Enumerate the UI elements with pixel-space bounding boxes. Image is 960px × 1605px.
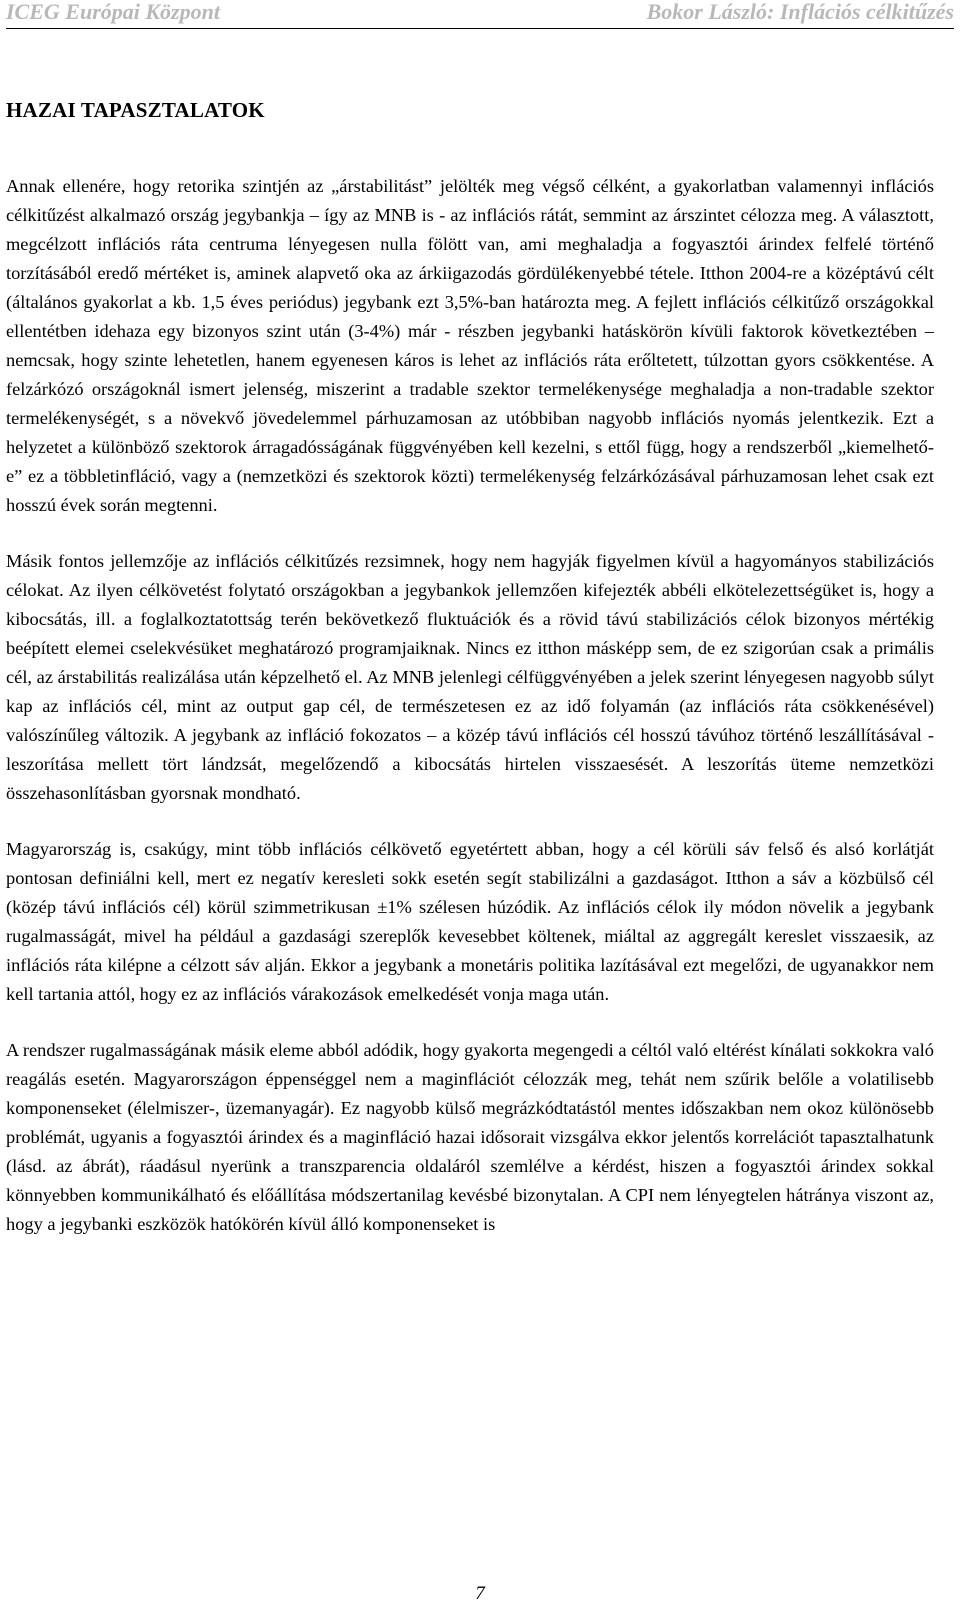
header-author-title: Bokor László: Inflációs célkitűzés bbox=[646, 0, 954, 24]
page-number: 7 bbox=[475, 1583, 485, 1604]
paragraph-1: Annak ellenére, hogy retorika szintjén az „árstabilitást” jelölték meg végső célként, a gyakorlatban valamennyi inflációs célkitűzést alkalmazó ország jegybankja – így az MNB is - az inflációs rátát, semmint az árszintet célozza meg. A választott, megcélzott inflációs ráta centruma lényegesen nulla fölött van, ami meghaladja a fogyasztói árindex felfelé történő torzításából eredő mértéket is, aminek alapvető oka az árkiigazodás gördülékenyebbé tétele. Itthon 2004-re a középtávú célt (általános gyakorlat a kb. 1,5 éves periódus) jegybank ezt 3,5%-ban határozta meg. A fejlett inflációs célkitűző országokkal ellentétben idehaza egy bizonyos szint után (3-4%) már - részben jegybanki hatáskörön kívüli faktorok következtében – nemcsak, hogy szinte lehetetlen, hanem egyenesen káros is lehet az inflációs ráta erőltetett, túlzottan gyors csökkentése. A felzárkózó országoknál ismert jelenség, miszerint a tradable szektor termelékenysége meghaladja a non-tradable szektor termelékenységét, s a növekvő jövedelemmel párhuzamosan az utóbbiban nagyobb inflációs nyomás jelentkezik. Ezt a helyzetet a különböző szektorok árragadósságának függvényében kell kezelni, s ettől függ, hogy a rendszerből „kiemelhető-e” ez a többletinfláció, vagy a (nemzetközi és szektorok közti) termelékenység felzárkózásával párhuzamosan lehet csak ezt hosszú évek során megtenni. bbox=[6, 176, 934, 515]
paragraph-4: A rendszer rugalmasságának másik eleme abból adódik, hogy gyakorta megengedi a céltól való eltérést kínálati sokkokra való reagálás esetén. Magyarországon éppenséggel nem a maginflációt célozzák meg, tehát nem szűrik belőle a volatilisebb komponenseket (élelmiszer-, üzemanyagár). Ez nagyobb külső megrázkódtatástól mentes időszakban nem okoz különösebb problémát, ugyanis a fogyasztói árindex és a maginfláció hazai idősorait vizsgálva ekkor jelentős korrelációt tapasztalhatunk (lásd. az ábrát), ráadásul nyerünk a transzparencia oldaláról szemlélve a kérdést, hiszen a fogyasztói árindex sokkal könnyebben kommunikálható és előállítása módszertanilag kevésbé bizonytalan. A CPI nem lényegtelen hátránya viszont az, hogy a jegybanki eszközök hatókörén kívül álló komponenseket is bbox=[6, 1040, 934, 1234]
page-header bbox=[6, 0, 954, 29]
header-organization: ICEG Európai Központ bbox=[6, 0, 220, 24]
section-title: HAZAI TAPASZTALATOK bbox=[6, 98, 265, 122]
paragraph-2: Másik fontos jellemzője az inflációs célkitűzés rezsimnek, hogy nem hagyják figyelmen kívül a hagyományos stabilizációs célokat. Az ilyen célkövetést folytató országokban a jegybankok jellemzően kifejezték abbéli elkötelezettségüket is, hogy a kibocsátás, ill. a foglalkoztatottság terén bekövetkező fluktuációk és a rövid távú stabilizációs célok bizonyos mértékig beépített elemei cselekvésüket meghatározó programjaiknak. Nincs ez itthon másképp sem, de ez szigorúan csak a primális cél, az árstabilitás realizálása után képzelhető el. Az MNB jelenlegi célfüggvényében a jelek szerint lényegesen nagyobb súlyt kap az inflációs cél, mint az output gap cél, de természetesen ez az idő folyamán (az inflációs ráta csökkenésével) valószínűleg változik. A jegybank az infláció fokozatos – a közép távú inflációs cél hosszú távúhoz történő leszállításával - leszorítása mellett tört lándzsát, megelőzendő a kibocsátás hirtelen visszaesését. A leszorítás üteme nemzetközi összehasonlításban gyorsnak mondható. bbox=[6, 551, 934, 803]
document-body bbox=[6, 172, 934, 1266]
paragraph-3: Magyarország is, csakúgy, mint több inflációs célkövető egyetértett abban, hogy a cél körüli sáv felső és alsó korlátját pontosan definiálni kell, mert ez negatív keresleti sokk esetén segít stabilizálni a gazdaságot. Itthon a sáv a közbülső cél (közép távú inflációs cél) körül szimmetrikusan ±1% szélesen húzódik. Az inflációs célok ily módon növelik a jegybank rugalmasságát, mivel ha például a gazdasági szereplők kevesebbet költenek, miáltal az aggregált kereslet visszaesik, az inflációs ráta kilépne a célzott sáv alján. Ekkor a jegybank a monetáris politika lazításával ezt megelőzi, de ugyanakkor nem kell tartania attól, hogy ez az inflációs várakozások emelkedését vonja maga után. bbox=[6, 839, 934, 1004]
